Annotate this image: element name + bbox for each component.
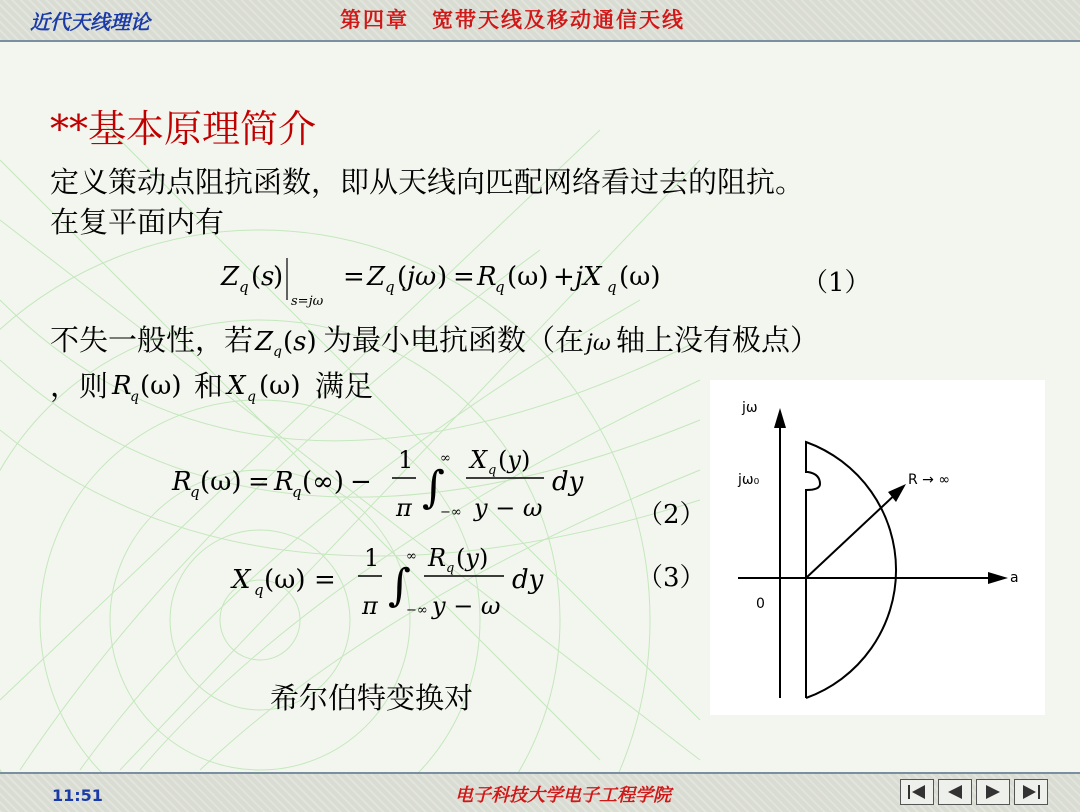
- svg-text:q: q: [607, 278, 617, 296]
- chapter-title: 第四章 宽带天线及移动通信天线: [340, 8, 685, 32]
- svg-text:=: =: [248, 467, 270, 497]
- contour-path: [806, 442, 896, 698]
- footer-time: 11:51: [52, 786, 103, 805]
- svg-text:X: X: [232, 565, 251, 595]
- svg-text:s: s: [261, 262, 275, 292]
- svg-text:(: (: [251, 262, 262, 292]
- svg-text:(∞): (∞): [302, 467, 344, 497]
- body-line-4-part-b: 和: [194, 369, 224, 403]
- hilbert-label: 希尔伯特变换对: [270, 681, 474, 715]
- svg-text:∫: ∫: [422, 462, 445, 513]
- svg-text:=: =: [453, 262, 475, 292]
- svg-text:R: R: [477, 262, 497, 292]
- body-line-1: 定义策动点阻抗函数，即从天线向匹配网络看过去的阻抗。: [50, 165, 805, 199]
- svg-text:=: =: [343, 262, 365, 292]
- svg-text:1: 1: [364, 544, 380, 572]
- svg-text:jX: jX: [575, 262, 602, 292]
- svg-text:(y): (y): [456, 544, 489, 572]
- svg-text:R: R: [274, 467, 294, 497]
- next-slide-button[interactable]: [976, 779, 1010, 805]
- svg-text:∫: ∫: [388, 560, 411, 611]
- svg-text:Z: Z: [255, 327, 274, 357]
- svg-text:−: −: [350, 467, 372, 497]
- svg-text:q: q: [247, 389, 256, 405]
- last-slide-button[interactable]: [1014, 779, 1048, 805]
- svg-text:q: q: [385, 278, 395, 296]
- zq-s-symbol: [253, 324, 323, 358]
- figure-x-label: a: [1010, 570, 1019, 586]
- body-line-3-part-c: 轴上没有极点）: [616, 323, 820, 357]
- equation-1: [215, 250, 735, 310]
- y-axis-arrow: [774, 408, 786, 428]
- slide-title: **基本原理简介: [50, 107, 317, 151]
- svg-text:): ): [273, 262, 284, 292]
- equation-3: [228, 538, 568, 628]
- next-slide-icon: [977, 780, 1009, 804]
- svg-text:=: =: [314, 565, 336, 595]
- body-line-4-part-a: ，则: [50, 369, 109, 403]
- body-line-2: 在复平面内有: [50, 205, 225, 239]
- figure-radius-label: R → ∞: [908, 472, 951, 488]
- svg-text:y − ω: y − ω: [432, 592, 501, 620]
- svg-text:q: q: [495, 278, 505, 296]
- equation-2-number: （2）: [637, 500, 706, 530]
- svg-text:q: q: [273, 344, 282, 358]
- svg-text:−∞: −∞: [406, 603, 428, 618]
- body-line-3: [50, 318, 819, 359]
- figure-point-label: jω₀: [738, 472, 760, 488]
- svg-text:(y): (y): [498, 446, 531, 474]
- svg-text:X: X: [470, 446, 488, 474]
- footer-school: 电子科技大学电子工程学院: [455, 785, 671, 806]
- contour-figure: [710, 380, 1045, 715]
- svg-text:s=jω: s=jω: [291, 294, 324, 309]
- svg-text:∞: ∞: [440, 451, 451, 466]
- equation-1-number: （1）: [802, 268, 871, 298]
- body-line-3-part-a: 不失一般性，若: [50, 323, 254, 357]
- svg-text:(ω): (ω): [259, 371, 301, 401]
- svg-text:q: q: [254, 581, 264, 599]
- svg-text:y − ω: y − ω: [474, 494, 543, 522]
- svg-text:(: (: [397, 262, 408, 292]
- body-line-4: [50, 364, 373, 406]
- rq-omega-symbol: [108, 366, 194, 406]
- radius-line: [806, 490, 900, 578]
- svg-text:(ω): (ω): [619, 262, 661, 292]
- svg-text:jω: jω: [407, 262, 437, 292]
- last-slide-icon: [1015, 780, 1047, 804]
- x-axis-arrow: [988, 572, 1008, 584]
- svg-text:R: R: [428, 544, 447, 572]
- svg-text:dy: dy: [552, 467, 584, 497]
- svg-text:π: π: [362, 592, 378, 620]
- previous-slide-icon: [939, 780, 971, 804]
- svg-text:−∞: −∞: [440, 505, 462, 520]
- previous-slide-button[interactable]: [938, 779, 972, 805]
- svg-text:Z: Z: [367, 262, 386, 292]
- svg-text:q: q: [239, 278, 249, 296]
- svg-text:π: π: [396, 494, 412, 522]
- svg-text:q: q: [130, 389, 139, 405]
- svg-text:∞: ∞: [406, 549, 417, 564]
- equation-3-number: （3）: [637, 563, 706, 593]
- first-slide-icon: [901, 780, 933, 804]
- svg-text:): ): [437, 262, 448, 292]
- svg-text:R: R: [172, 467, 192, 497]
- equation-2: [168, 440, 608, 530]
- svg-text:q: q: [190, 483, 200, 501]
- j-omega-symbol: [584, 324, 616, 358]
- body-line-4-part-c: 满足: [315, 369, 374, 403]
- svg-text:1: 1: [398, 446, 414, 474]
- figure-origin-label: 0: [756, 596, 765, 612]
- svg-text:q: q: [292, 483, 302, 501]
- svg-text:q: q: [446, 561, 455, 576]
- svg-text:(s): (s): [283, 327, 317, 357]
- svg-text:dy: dy: [512, 565, 544, 595]
- svg-text:(ω): (ω): [507, 262, 549, 292]
- svg-text:+: +: [553, 262, 575, 292]
- xq-omega-symbol: [223, 366, 315, 406]
- svg-text:(ω): (ω): [264, 565, 306, 595]
- svg-text:Z: Z: [221, 262, 240, 292]
- svg-text:(ω): (ω): [140, 371, 182, 401]
- figure-y-label: jω: [742, 400, 758, 416]
- svg-text:jω: jω: [586, 331, 611, 356]
- body-line-3-part-b: 为最小电抗函数（在: [323, 323, 585, 357]
- first-slide-button[interactable]: [900, 779, 934, 805]
- svg-text:X: X: [227, 371, 246, 401]
- svg-text:(ω): (ω): [200, 467, 242, 497]
- svg-text:q: q: [488, 463, 497, 478]
- svg-text:R: R: [112, 371, 132, 401]
- course-title: 近代天线理论: [30, 10, 150, 34]
